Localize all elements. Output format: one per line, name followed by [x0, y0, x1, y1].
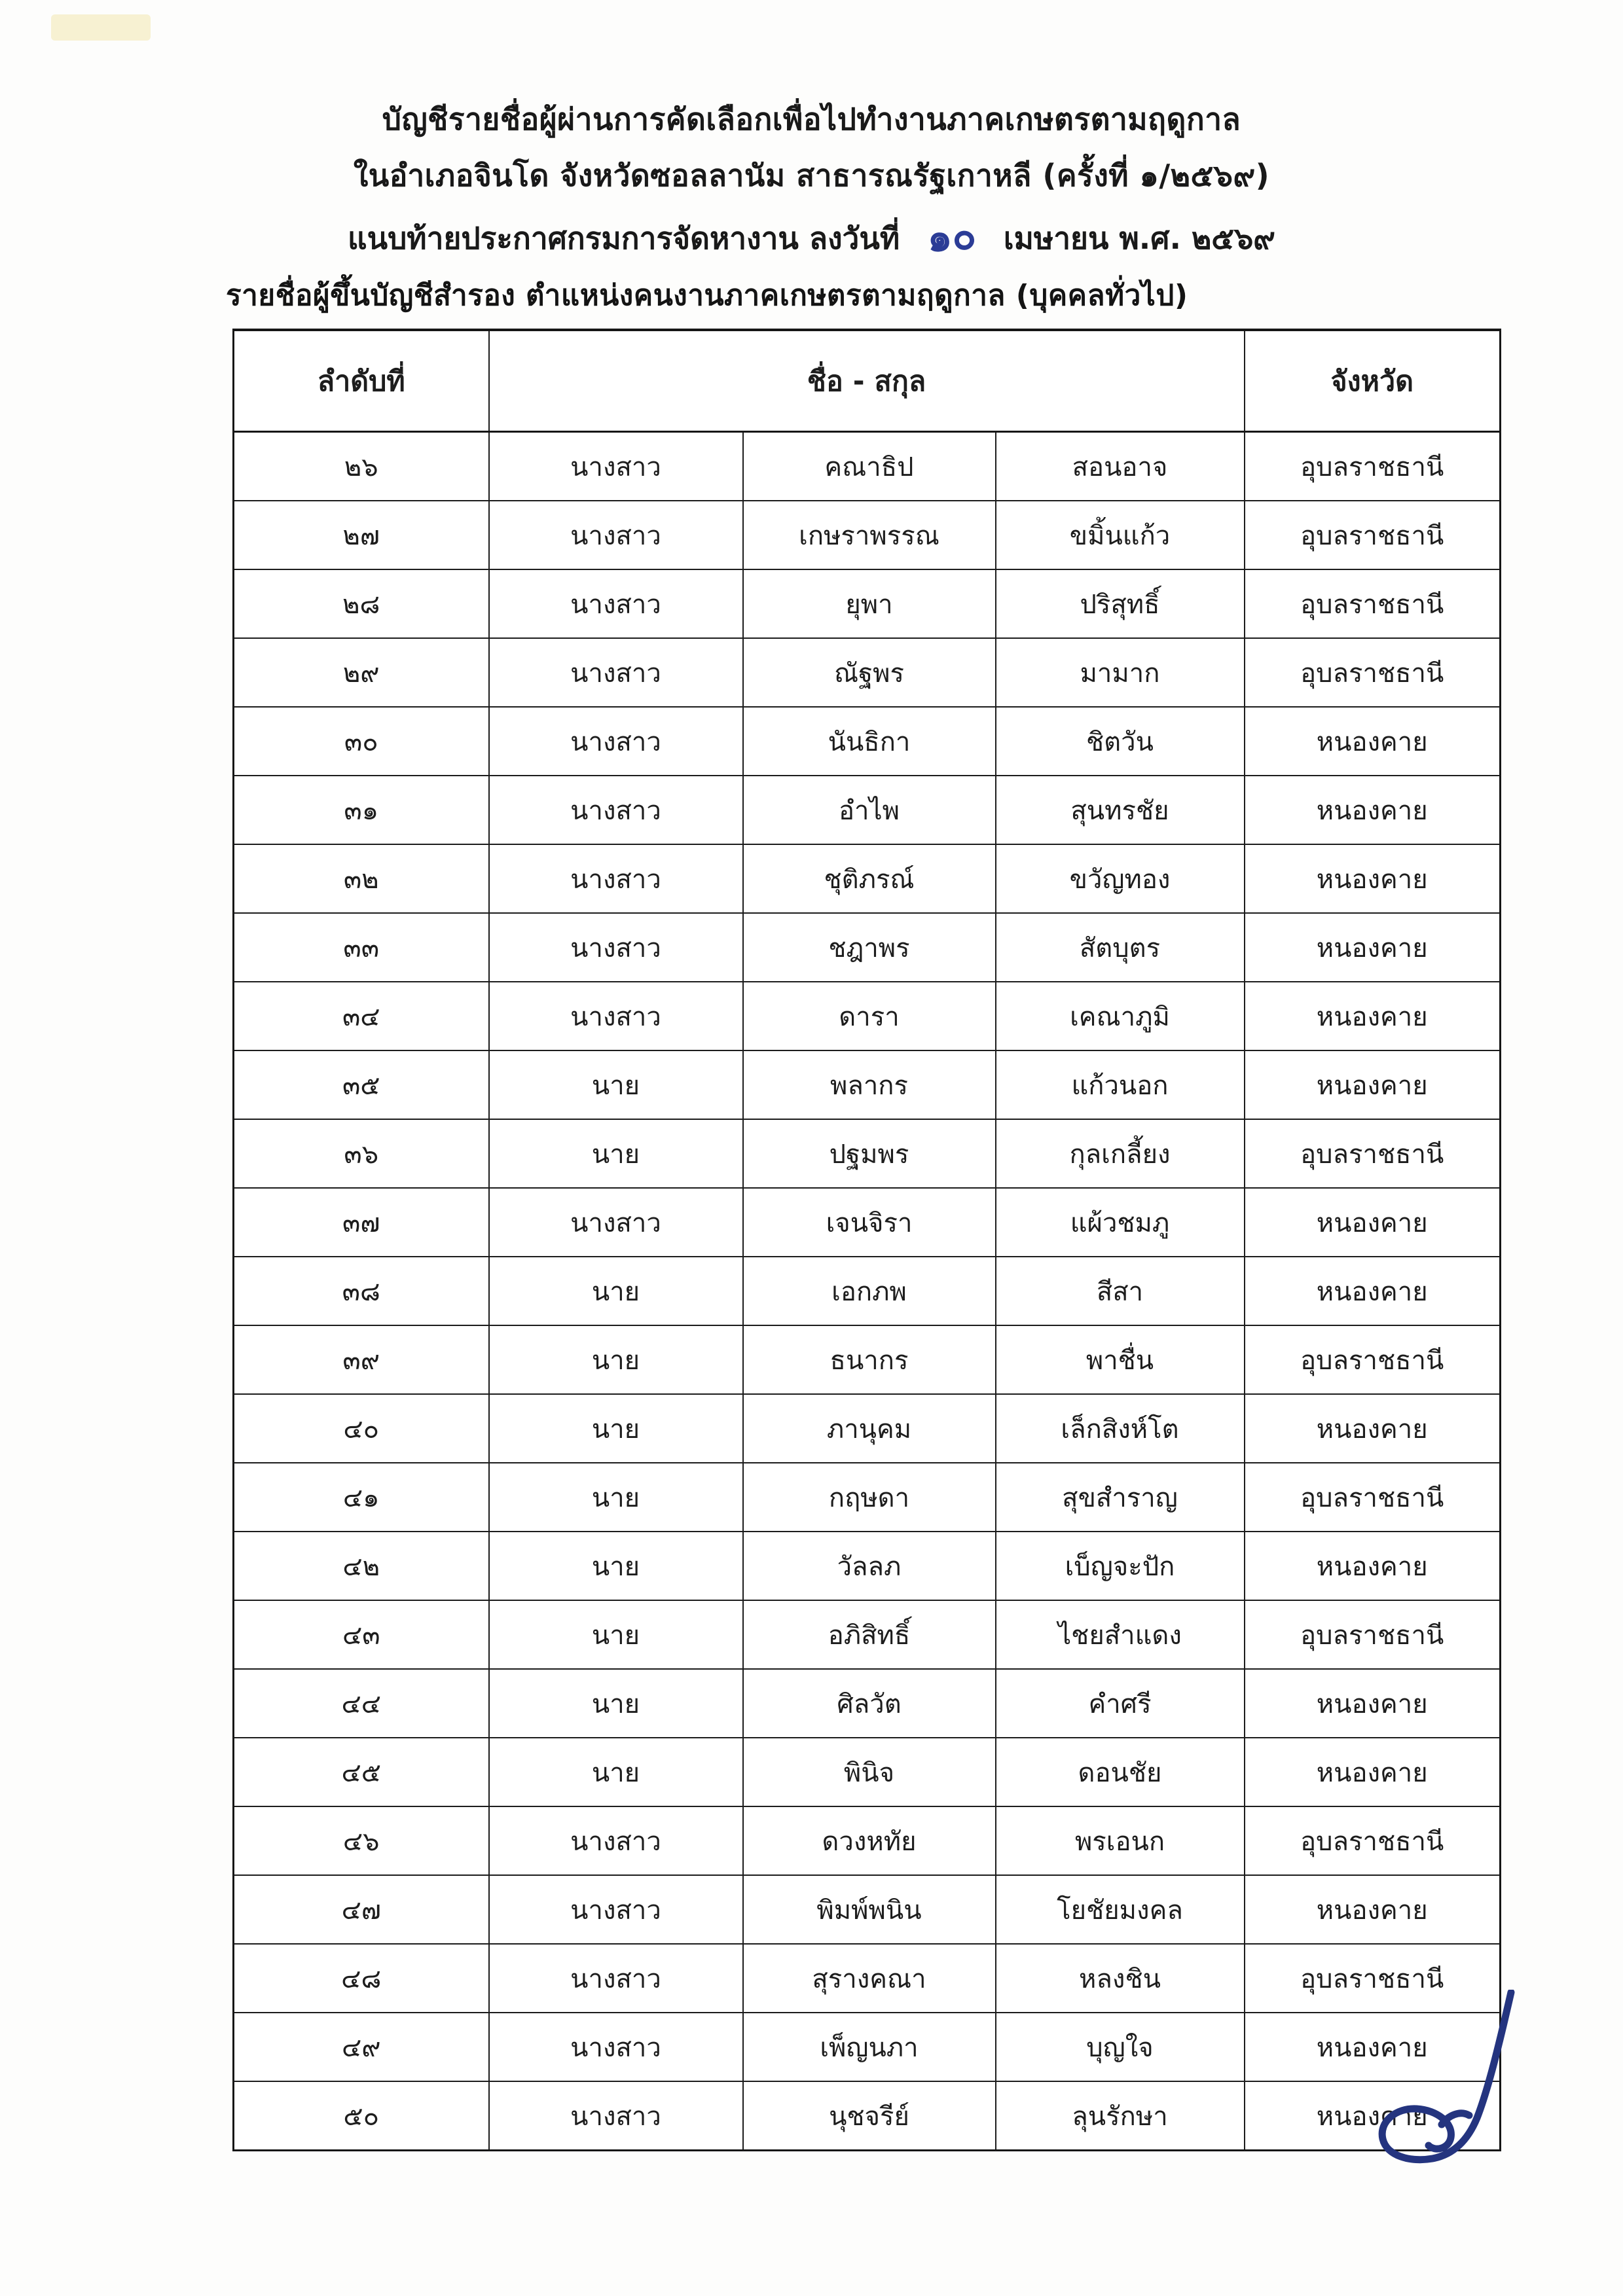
cell-title: นาย: [489, 1050, 743, 1119]
cell-last-name: บุญใจ: [996, 2013, 1245, 2081]
table-header-row: [234, 330, 1501, 432]
cell-first-name: นันธิกา: [743, 707, 996, 776]
cell-index: ๔๓: [234, 1600, 489, 1669]
cell-title: นาย: [489, 1463, 743, 1532]
cell-province: อุบลราชธานี: [1245, 1806, 1501, 1875]
table-row: [234, 1669, 1501, 1738]
cell-title: นาย: [489, 1257, 743, 1325]
cell-last-name: สุขสำราญ: [996, 1463, 1245, 1532]
reserve-list-table: [232, 329, 1501, 2151]
cell-last-name: เบ็ญจะปัก: [996, 1532, 1245, 1600]
cell-title: นางสาว: [489, 844, 743, 913]
cell-title: นางสาว: [489, 2081, 743, 2151]
cell-title: นาย: [489, 1600, 743, 1669]
cell-last-name: เคณาภูมิ: [996, 982, 1245, 1050]
cell-index: ๕๐: [234, 2081, 489, 2151]
cell-last-name: แก้วนอก: [996, 1050, 1245, 1119]
scan-artifact-smudge: [51, 14, 151, 41]
cell-title: นางสาว: [489, 1875, 743, 1944]
cell-title: นางสาว: [489, 2013, 743, 2081]
cell-province: หนองคาย: [1245, 1394, 1501, 1463]
document-title-line-1: บัญชีรายชื่อผู้ผ่านการคัดเลือกเพื่อไปทำงานภาคเกษตรตามฤดูกาล: [382, 101, 1241, 137]
cell-first-name: ดารา: [743, 982, 996, 1050]
cell-first-name: พิมพ์พนิน: [743, 1875, 996, 1944]
table-row: [234, 638, 1501, 707]
table-row: [234, 1532, 1501, 1600]
cell-index: ๒๖: [234, 432, 489, 501]
table-row: [234, 1188, 1501, 1257]
cell-first-name: อำไพ: [743, 776, 996, 844]
cell-first-name: อภิสิทธิ์: [743, 1600, 996, 1669]
table-row: [234, 1325, 1501, 1394]
table-row: [234, 1257, 1501, 1325]
table-row: [234, 844, 1501, 913]
cell-last-name: ขวัญทอง: [996, 844, 1245, 913]
cell-title: นางสาว: [489, 1944, 743, 2013]
cell-last-name: ลุนรักษา: [996, 2081, 1245, 2151]
cell-last-name: ชิตวัน: [996, 707, 1245, 776]
cell-last-name: แผ้วชมภู: [996, 1188, 1245, 1257]
attachment-line: [0, 204, 1623, 266]
cell-title: นางสาว: [489, 569, 743, 638]
cell-title: นาย: [489, 1669, 743, 1738]
cell-first-name: คณาธิป: [743, 432, 996, 501]
cell-index: ๒๗: [234, 501, 489, 569]
cell-title: นางสาว: [489, 913, 743, 982]
cell-first-name: วัลลภ: [743, 1532, 996, 1600]
cell-province: หนองคาย: [1245, 913, 1501, 982]
cell-index: ๔๒: [234, 1532, 489, 1600]
cell-province: หนองคาย: [1245, 776, 1501, 844]
cell-last-name: คำศรี: [996, 1669, 1245, 1738]
table-row: [234, 1875, 1501, 1944]
cell-index: ๔๐: [234, 1394, 489, 1463]
cell-last-name: หลงชิน: [996, 1944, 1245, 2013]
cell-index: ๔๗: [234, 1875, 489, 1944]
cell-province: อุบลราชธานี: [1245, 1119, 1501, 1188]
cell-title: นาย: [489, 1532, 743, 1600]
cell-index: ๓๗: [234, 1188, 489, 1257]
cell-last-name: ไชยสำแดง: [996, 1600, 1245, 1669]
cell-last-name: สอนอาจ: [996, 432, 1245, 501]
cell-first-name: เจนจิรา: [743, 1188, 996, 1257]
cell-province: อุบลราชธานี: [1245, 1325, 1501, 1394]
document-title-line-2: ในอำเภอจินโด จังหวัดซอลลานัม สาธารณรัฐเกาหลี (ครั้งที่ ๑/๒๕๖๙): [353, 158, 1270, 193]
table-row: [234, 982, 1501, 1050]
cell-index: ๓๘: [234, 1257, 489, 1325]
table-header: [234, 330, 1501, 432]
cell-first-name: ยุพา: [743, 569, 996, 638]
cell-province: หนองคาย: [1245, 2081, 1501, 2151]
cell-province: หนองคาย: [1245, 1669, 1501, 1738]
cell-first-name: กฤษดา: [743, 1463, 996, 1532]
cell-first-name: สุรางคณา: [743, 1944, 996, 2013]
cell-province: หนองคาย: [1245, 1188, 1501, 1257]
cell-index: ๔๙: [234, 2013, 489, 2081]
table-row: [234, 1806, 1501, 1875]
cell-first-name: ชุติภรณ์: [743, 844, 996, 913]
table-body: [234, 432, 1501, 2151]
cell-province: อุบลราชธานี: [1245, 1600, 1501, 1669]
table-row: [234, 1119, 1501, 1188]
cell-last-name: ขมิ้นแก้ว: [996, 501, 1245, 569]
cell-title: นางสาว: [489, 432, 743, 501]
cell-title: นางสาว: [489, 501, 743, 569]
cell-index: ๓๓: [234, 913, 489, 982]
cell-index: ๓๕: [234, 1050, 489, 1119]
cell-province: หนองคาย: [1245, 1738, 1501, 1806]
cell-last-name: กุลเกลี้ยง: [996, 1119, 1245, 1188]
cell-first-name: เกษราพรรณ: [743, 501, 996, 569]
cell-last-name: ดอนชัย: [996, 1738, 1245, 1806]
cell-province: หนองคาย: [1245, 2013, 1501, 2081]
cell-title: นาย: [489, 1119, 743, 1188]
table-row: [234, 569, 1501, 638]
cell-index: ๔๑: [234, 1463, 489, 1532]
table-row: [234, 776, 1501, 844]
cell-province: หนองคาย: [1245, 1875, 1501, 1944]
cell-province: อุบลราชธานี: [1245, 432, 1501, 501]
cell-title: นาย: [489, 1325, 743, 1394]
cell-index: ๓๖: [234, 1119, 489, 1188]
cell-title: นางสาว: [489, 982, 743, 1050]
cell-province: อุบลราชธานี: [1245, 501, 1501, 569]
table-row: [234, 501, 1501, 569]
table-row: [234, 2081, 1501, 2151]
header-province: จังหวัด: [1245, 330, 1501, 432]
section-heading: รายชื่อผู้ขึ้นบัญชีสำรอง ตำแหน่งคนงานภาคเกษตรตามฤดูกาล (บุคคลทั่วไป): [226, 279, 1188, 312]
cell-province: อุบลราชธานี: [1245, 1944, 1501, 2013]
cell-index: ๔๔: [234, 1669, 489, 1738]
cell-province: หนองคาย: [1245, 1257, 1501, 1325]
cell-index: ๔๘: [234, 1944, 489, 2013]
cell-province: หนองคาย: [1245, 707, 1501, 776]
cell-first-name: ดวงหทัย: [743, 1806, 996, 1875]
cell-last-name: เล็กสิงห์โต: [996, 1394, 1245, 1463]
cell-last-name: โยชัยมงคล: [996, 1875, 1245, 1944]
cell-last-name: สุนทรชัย: [996, 776, 1245, 844]
cell-title: นางสาว: [489, 638, 743, 707]
table-row: [234, 913, 1501, 982]
table-row: [234, 707, 1501, 776]
cell-last-name: สีสา: [996, 1257, 1245, 1325]
table-row: [234, 1600, 1501, 1669]
header-index: ลำดับที่: [234, 330, 489, 432]
cell-province: อุบลราชธานี: [1245, 569, 1501, 638]
cell-index: ๒๙: [234, 638, 489, 707]
cell-first-name: ปฐมพร: [743, 1119, 996, 1188]
cell-index: ๓๐: [234, 707, 489, 776]
cell-first-name: พลากร: [743, 1050, 996, 1119]
cell-title: นาย: [489, 1394, 743, 1463]
cell-index: ๒๘: [234, 569, 489, 638]
cell-index: ๓๑: [234, 776, 489, 844]
cell-first-name: เอกภพ: [743, 1257, 996, 1325]
table-row: [234, 2013, 1501, 2081]
cell-first-name: ชฎาพร: [743, 913, 996, 982]
cell-first-name: พินิจ: [743, 1738, 996, 1806]
table-row: [234, 1944, 1501, 2013]
cell-province: หนองคาย: [1245, 1532, 1501, 1600]
handwritten-date: ๑๐: [925, 212, 978, 262]
cell-index: ๔๖: [234, 1806, 489, 1875]
cell-title: นางสาว: [489, 707, 743, 776]
table-row: [234, 1050, 1501, 1119]
cell-first-name: ธนากร: [743, 1325, 996, 1394]
table-row: [234, 432, 1501, 501]
cell-title: นางสาว: [489, 1806, 743, 1875]
cell-index: ๓๙: [234, 1325, 489, 1394]
attachment-line-suffix: เมษายน พ.ศ. ๒๕๖๙: [1003, 221, 1275, 256]
cell-province: หนองคาย: [1245, 1050, 1501, 1119]
table-row: [234, 1463, 1501, 1532]
cell-last-name: มามาก: [996, 638, 1245, 707]
cell-index: ๔๕: [234, 1738, 489, 1806]
cell-first-name: ศิลวัต: [743, 1669, 996, 1738]
cell-title: นางสาว: [489, 776, 743, 844]
attachment-line-prefix: แนบท้ายประกาศกรมการจัดหางาน ลงวันที่: [348, 221, 900, 256]
cell-province: อุบลราชธานี: [1245, 638, 1501, 707]
cell-first-name: ณัฐพร: [743, 638, 996, 707]
cell-last-name: พาชื่น: [996, 1325, 1245, 1394]
cell-title: นาย: [489, 1738, 743, 1806]
table-row: [234, 1394, 1501, 1463]
cell-index: ๓๒: [234, 844, 489, 913]
table-row: [234, 1738, 1501, 1806]
cell-first-name: เพ็ญนภา: [743, 2013, 996, 2081]
cell-province: หนองคาย: [1245, 844, 1501, 913]
cell-first-name: ภานุคม: [743, 1394, 996, 1463]
cell-province: หนองคาย: [1245, 982, 1501, 1050]
cell-index: ๓๔: [234, 982, 489, 1050]
cell-last-name: สัตบุตร: [996, 913, 1245, 982]
cell-first-name: นุชจรีย์: [743, 2081, 996, 2151]
header-name: ชื่อ - สกุล: [489, 330, 1245, 432]
cell-last-name: พรเอนก: [996, 1806, 1245, 1875]
cell-title: นางสาว: [489, 1188, 743, 1257]
cell-last-name: ปริสุทธิ์: [996, 569, 1245, 638]
cell-province: อุบลราชธานี: [1245, 1463, 1501, 1532]
